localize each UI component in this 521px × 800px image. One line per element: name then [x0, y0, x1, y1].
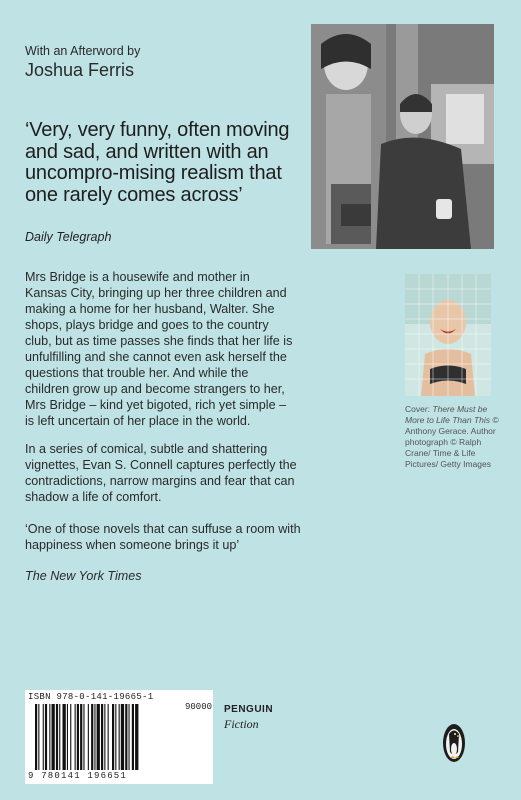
- afterword-author-name: Joshua Ferris: [25, 60, 135, 80]
- author-photo-image: [311, 24, 494, 249]
- blurb-paragraph-2: In a series of comical, subtle and shattering vignettes, Evan S. Connell captures perfectly the contradictions, narrow margins and fear that can shadow a life of comfort.: [25, 442, 297, 504]
- barcode-panel: [25, 690, 213, 784]
- isbn-number: ISBN 978-0-141-19665-1: [28, 692, 154, 702]
- barcode-bar: [115, 704, 116, 770]
- barcode-bar: [75, 704, 76, 770]
- second-quote-source: The New York Times: [25, 569, 142, 583]
- barcode-bar: [125, 704, 127, 770]
- blurb-paragraph-1: Mrs Bridge is a housewife and mother in Kansas City, bringing up her three children and making a home for her husband, Walter. She shops, plays bridge and goes to the country club, but as time passes she finds that her life is unfulfilling and she cannot even ask herself the questions that trouble her. And while the children grow up and become strangers to her, Mrs Bridge – kind yet bigoted, rich yet simple – is left uncertain of her place in the world.: [25, 270, 293, 428]
- barcode-bar: [132, 704, 134, 770]
- publisher-series: Fiction: [224, 717, 259, 731]
- credits-rest: © Anthony Gerace. Author photograph © Ralph Crane/ Time & Life Pictures/ Getty Images: [405, 415, 499, 469]
- penguin-logo-icon: [443, 724, 465, 767]
- barcode-bar: [77, 704, 79, 770]
- cover-artwork-thumbnail: [405, 274, 491, 396]
- credits-cover-title: There Must be More to Life Than This: [405, 404, 491, 425]
- barcode-bar: [91, 704, 93, 770]
- ean-number: 9 780141 196651: [28, 771, 128, 781]
- barcode-bar: [108, 704, 109, 770]
- barcode-bar: [38, 704, 39, 770]
- barcode-bar: [88, 704, 89, 770]
- barcode-bar: [80, 704, 82, 770]
- barcode-bar: [119, 704, 120, 770]
- author-photograph: [311, 24, 494, 249]
- barcode-bar: [70, 704, 71, 770]
- barcode-bar: [112, 704, 114, 770]
- price-code: 90000: [185, 702, 213, 712]
- barcode-bar: [135, 704, 138, 770]
- barcode-bar: [129, 704, 130, 770]
- barcode-bar: [97, 704, 100, 770]
- barcode-bar: [83, 704, 84, 770]
- barcode-bar: [56, 704, 58, 770]
- cover-artwork-image: [405, 274, 491, 396]
- barcode-bars: [35, 704, 205, 770]
- image-credits: [405, 404, 505, 470]
- credits-cover-prefix: Cover:: [405, 404, 433, 414]
- barcode-bar: [101, 704, 103, 770]
- barcode-bar: [43, 704, 44, 770]
- barcode-bar: [59, 704, 60, 770]
- barcode-bar: [63, 704, 66, 770]
- afterword-label: With an Afterword by: [25, 44, 141, 58]
- publisher-name: PENGUIN: [224, 704, 274, 715]
- barcode-bar: [49, 704, 50, 770]
- barcode-bar: [121, 704, 124, 770]
- barcode-bar: [94, 704, 95, 770]
- main-quote-source: Daily Telegraph: [25, 230, 112, 244]
- barcode-bar: [67, 704, 68, 770]
- main-review-quote: ‘Very, very funny, often moving and sad, and written with an uncompro-mising realism that one rarely comes across’: [25, 119, 290, 206]
- barcode-bar: [52, 704, 55, 770]
- barcode-bar: [35, 704, 37, 770]
- barcode-bar: [45, 704, 47, 770]
- second-review-quote: ‘One of those novels that can suffuse a room with happiness when someone brings it up’: [25, 522, 301, 552]
- barcode-bar: [104, 704, 105, 770]
